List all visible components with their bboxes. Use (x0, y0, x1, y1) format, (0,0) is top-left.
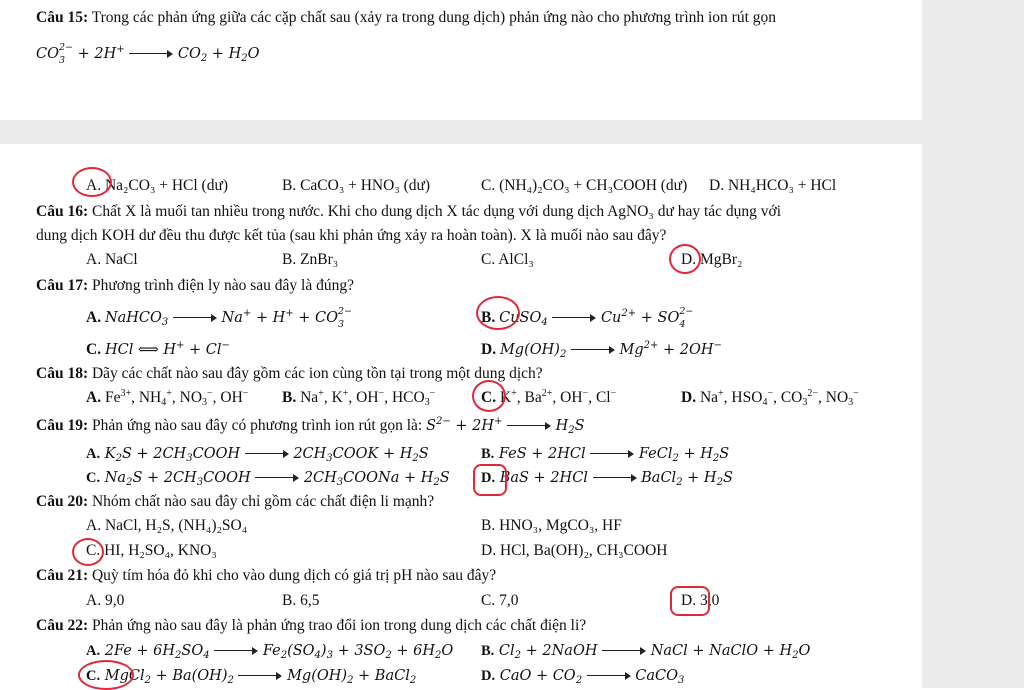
q19-option-b[interactable]: B. FeS + 2HCl FeCl$_2$ + $H_2S$ (481, 446, 730, 464)
q18-option-a[interactable]: A. $Fe^{3+}$, $NH_4^+$, $NO_3^-$, OH− (86, 388, 249, 408)
answer-mark-q20 (72, 538, 104, 566)
q18-stem: Câu 18: Dãy các chất nào sau đây gồm các ion cùng tồn tại trong một dung dịch? (36, 365, 543, 382)
q17-option-d[interactable]: D. $Mg(OH)_2$ $Mg^{2+} + 2OH^-$ (481, 340, 722, 360)
q16-stem-1: Câu 16: Chất X là muối tan nhiều trong nước. Khi cho dung dịch X tác dụng với dung dịch AgNO₃ dư hay tác dụng với (36, 203, 782, 220)
q18-option-d[interactable]: D. Na+, $HSO_4^-$, $CO_3^{2-}$, $NO_3^-$ (681, 388, 859, 408)
answer-mark-q15 (72, 167, 112, 197)
q18-option-c[interactable]: C. K+, $Ba^{2+}$, OH−, Cl− (481, 388, 617, 406)
q17-option-c[interactable]: C. HCl ⟺ H+ + Cl− (86, 340, 230, 358)
answer-mark-q21 (670, 586, 710, 616)
q15-option-a[interactable]: A. Na₂CO₃ + HCl (dư) (86, 177, 229, 194)
q20-stem: Câu 20: Nhóm chất nào sau đây chỉ gồm các chất điện li mạnh? (36, 493, 435, 510)
q15-equation: CO 2− 3 + 2H+ $CO_2 + H_2O$ (36, 42, 260, 66)
q20-option-c[interactable]: C. HI, H₂SO₄, KNO₃ (86, 542, 217, 559)
q20-option-a[interactable]: A. NaCl, H₂S, (NH₄)₂SO₄ (86, 517, 248, 534)
q16-option-b[interactable]: B. ZnBr₃ (282, 251, 339, 268)
answer-mark-q17 (476, 296, 520, 330)
q15-stem: Câu 15: Trong các phản ứng giữa các cặp chất sau (xảy ra trong dung dịch) phản ứng nào cho phương trình ion rút gọn (36, 9, 777, 26)
answer-mark-q16 (669, 244, 701, 274)
q16-option-c[interactable]: C. AlCl₃ (481, 251, 534, 268)
q21-option-a[interactable]: A. 9,0 (86, 592, 125, 609)
q20-option-b[interactable]: B. HNO₃, MgCO₃, HF (481, 517, 622, 534)
q22-stem: Câu 22: Phản ứng nào sau đây là phản ứng trao đổi ion trong dung dịch các chất điện li? (36, 617, 587, 634)
q16-option-d[interactable]: D. MgBr₂ (681, 251, 743, 268)
q15-option-c[interactable]: C. (NH₄)₂CO₃ + CH₃COOH (dư) (481, 177, 688, 194)
q18-option-b[interactable]: B. Na+, K+, OH−, $HCO_3^-$ (282, 388, 436, 408)
page-gap (0, 120, 922, 144)
q22-option-c[interactable]: C. MgCl$_2$ + $Ba(OH)_2$ $Mg(OH)_2$ + BaCl$_2$ (86, 668, 417, 686)
q19-option-a[interactable]: A. $K_2S$ + $2CH_3COOH$ $2CH_3COOK + H_2S$ (86, 446, 429, 464)
answer-mark-q22 (78, 660, 134, 690)
q19-stem: Câu 19: Phản ứng nào sau đây có phương trình ion rút gọn là: $S^{2-} + 2H^+$ $H_2S$ (36, 416, 585, 436)
q21-stem: Câu 21: Quỳ tím hóa đỏ khi cho vào dung dịch có giá trị pH nào sau đây? (36, 567, 497, 584)
q21-option-c[interactable]: C. 7,0 (481, 592, 519, 609)
q22-option-a[interactable]: A. $2Fe + 6H_2SO_4$ $Fe_2(SO_4)_3 + 3SO_2 + 6H_2O$ (86, 643, 454, 661)
answer-mark-q18 (472, 380, 506, 412)
answer-mark-q19 (473, 464, 507, 496)
q22-option-d[interactable]: D. CaO + $CO_2$ CaCO$_3$ (481, 668, 685, 686)
viewer-background (922, 0, 1024, 688)
q19-option-c[interactable]: C. $Na_2S$ + $2CH_3COOH$ $2CH_3COONa + H_2S$ (86, 470, 450, 488)
q15-option-b[interactable]: B. CaCO₃ + HNO₃ (dư) (282, 177, 431, 194)
q21-option-d[interactable]: D. 3,0 (681, 592, 720, 609)
q21-option-b[interactable]: B. 6,5 (282, 592, 320, 609)
q17-stem: Câu 17: Phương trình điện ly nào sau đây là đúng? (36, 277, 354, 294)
q17-option-b[interactable]: B. CuSO$_4$ $Cu^{2+}$ + SO 2− 4 (481, 306, 694, 330)
q20-option-d[interactable]: D. HCl, Ba(OH)₂, CH₃COOH (481, 542, 668, 559)
q17-option-a[interactable]: A. NaHCO$_3$ Na+ + H+ + CO 2− 3 (86, 306, 353, 330)
q15-option-d[interactable]: D. NH₄HCO₃ + HCl (709, 177, 837, 194)
q19-option-d[interactable]: D. BaS + 2HCl BaCl$_2$ + $H_2S$ (481, 470, 733, 488)
q22-option-b[interactable]: B. $Cl_2$ + 2NaOH NaCl + NaClO + $H_2O$ (481, 643, 811, 661)
q16-option-a[interactable]: A. NaCl (86, 251, 138, 268)
q16-stem-2: dung dịch KOH dư đều thu được kết tủa (sau khi phản ứng xảy ra hoàn toàn). X là muối nào sau đây? (36, 227, 667, 244)
